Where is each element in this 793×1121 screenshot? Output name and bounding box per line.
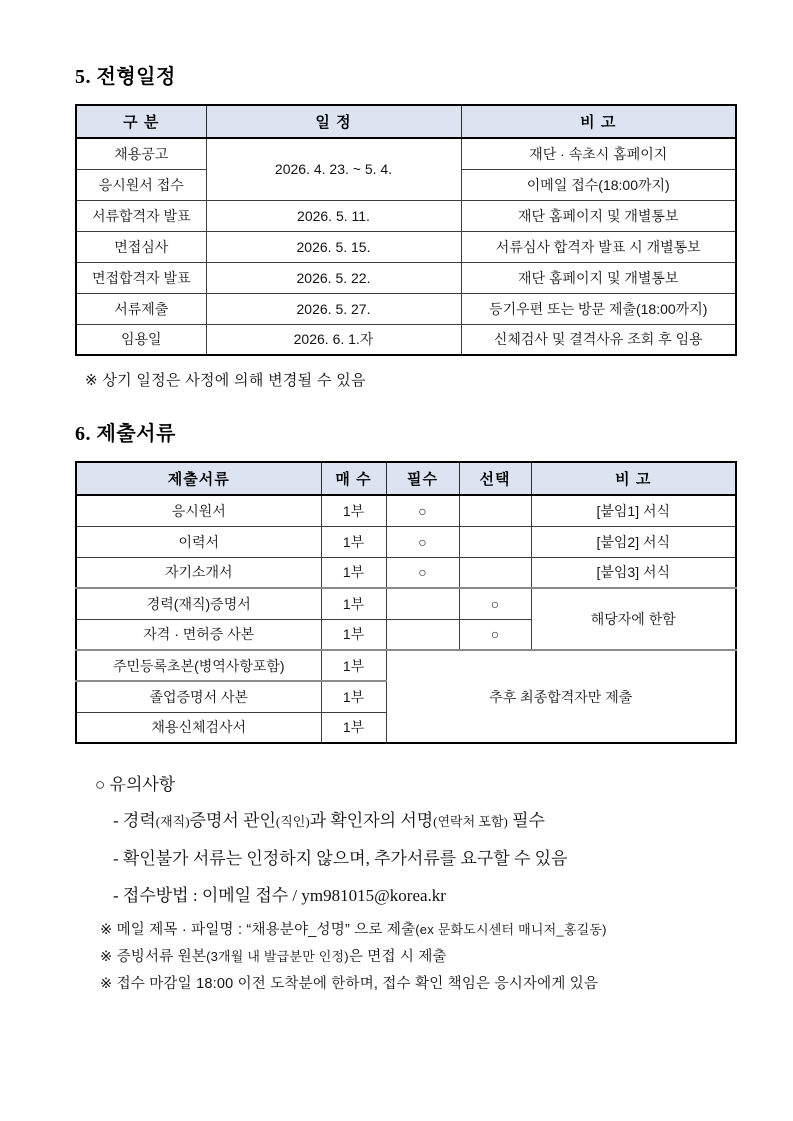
document-count: 1부 — [321, 557, 386, 588]
optional-mark — [459, 526, 531, 557]
table-row — [76, 138, 736, 169]
schedule-category: 채용공고 — [76, 138, 206, 169]
document-name: 경력(재직)증명서 — [76, 588, 321, 619]
documents-col-header-required: 필수 — [386, 462, 459, 495]
note-text-small: (재직) — [155, 814, 190, 829]
table-row — [76, 231, 736, 262]
document-remark-merged: 추후 최종합격자만 제출 — [386, 650, 736, 743]
optional-mark: ○ — [459, 588, 531, 619]
schedule-date: 2026. 6. 1.자 — [206, 324, 461, 355]
schedule-remark: 서류심사 합격자 발표 시 개별통보 — [461, 231, 736, 262]
note-text-small: (연락처 포함) — [433, 814, 508, 829]
schedule-remark: 재단 · 속초시 홈페이지 — [461, 138, 736, 169]
note-text-small: (직인) — [275, 814, 310, 829]
schedule-col-header-category: 구 분 — [76, 105, 206, 138]
note-dash-item-email: - 접수방법 : 이메일 접수 / ym981015@korea.kr — [113, 886, 446, 905]
documents-col-header-remark: 비 고 — [531, 462, 736, 495]
required-mark: ○ — [386, 495, 459, 526]
document-name: 채용신체검사서 — [76, 712, 321, 743]
schedule-remark: 재단 홈페이지 및 개별통보 — [461, 262, 736, 293]
note-text: ※ 증빙서류 원본 — [100, 949, 207, 965]
table-row — [76, 262, 736, 293]
table-row — [76, 200, 736, 231]
note-text: 과 확인자의 서명 — [309, 811, 434, 830]
document-name: 응시원서 — [76, 495, 321, 526]
schedule-date: 2026. 5. 11. — [206, 200, 461, 231]
table-row — [76, 495, 736, 526]
table-row — [76, 293, 736, 324]
document-count: 1부 — [321, 588, 386, 619]
schedule-table — [75, 104, 737, 356]
documents-col-header-optional: 선택 — [459, 462, 531, 495]
document-name: 주민등록초본(병역사항포함) — [76, 650, 321, 681]
documents-table — [75, 461, 737, 744]
notes-section — [75, 770, 735, 994]
table-row — [76, 588, 736, 619]
document-name: 자격 · 면허증 사본 — [76, 619, 321, 650]
document-remark: [붙임2] 서식 — [531, 526, 736, 557]
document-name: 자기소개서 — [76, 557, 321, 588]
document-count: 1부 — [321, 650, 386, 681]
table-row — [76, 557, 736, 588]
schedule-category: 임용일 — [76, 324, 206, 355]
required-mark — [386, 588, 459, 619]
schedule-category: 서류제출 — [76, 293, 206, 324]
schedule-footnote: ※ 상기 일정은 사정에 의해 변경될 수 있음 — [85, 372, 366, 389]
schedule-category: 서류합격자 발표 — [76, 200, 206, 231]
required-mark — [386, 619, 459, 650]
document-count: 1부 — [321, 526, 386, 557]
document-name: 졸업증명서 사본 — [76, 681, 321, 712]
documents-col-header-name: 제출서류 — [76, 462, 321, 495]
table-row — [76, 650, 736, 681]
schedule-category: 면접심사 — [76, 231, 206, 262]
schedule-remark: 신체검사 및 결격사유 조회 후 임용 — [461, 324, 736, 355]
note-text: - 경력 — [113, 811, 156, 830]
schedule-date: 2026. 5. 15. — [206, 231, 461, 262]
documents-header-row — [76, 462, 736, 495]
section6-title: 6. 제출서류 — [75, 423, 176, 445]
required-mark: ○ — [386, 557, 459, 588]
table-row — [76, 526, 736, 557]
schedule-category: 응시원서 접수 — [76, 169, 206, 200]
schedule-header-row — [76, 105, 736, 138]
document-count: 1부 — [321, 495, 386, 526]
note-star-item: ※ 접수 마감일 18:00 이전 도착분에 한하며, 접수 확인 책임은 응시자에게 있음 — [100, 976, 599, 992]
optional-mark: ○ — [459, 619, 531, 650]
note-dash-item — [113, 810, 735, 833]
table-row — [76, 324, 736, 355]
optional-mark — [459, 495, 531, 526]
schedule-remark: 등기우편 또는 방문 제출(18:00까지) — [461, 293, 736, 324]
note-text: ※ 메일 제목 · 파일명 : “채용분야_성명” 으로 제출 — [100, 922, 416, 938]
document-remark: [붙임1] 서식 — [531, 495, 736, 526]
schedule-date: 2026. 5. 27. — [206, 293, 461, 324]
note-text-small: (3개월 내 발급분만 인정) — [206, 949, 349, 964]
schedule-col-header-date: 일 정 — [206, 105, 461, 138]
note-text: 은 면접 시 제출 — [348, 949, 447, 965]
document-name: 이력서 — [76, 526, 321, 557]
note-star-item — [100, 947, 735, 967]
note-dash-item: - 확인불가 서류는 인정하지 않으며, 추가서류를 요구할 수 있음 — [113, 849, 568, 868]
schedule-category: 면접합격자 발표 — [76, 262, 206, 293]
schedule-col-header-remark: 비 고 — [461, 105, 736, 138]
schedule-remark: 재단 홈페이지 및 개별통보 — [461, 200, 736, 231]
documents-col-header-count: 매 수 — [321, 462, 386, 495]
schedule-date: 2026. 5. 22. — [206, 262, 461, 293]
optional-mark — [459, 557, 531, 588]
note-text-small: (ex 문화도시센터 매니저_홍길동) — [415, 922, 607, 937]
note-star-item — [100, 920, 735, 940]
notes-heading: ○ 유의사항 — [95, 775, 176, 794]
document-remark: [붙임3] 서식 — [531, 557, 736, 588]
document-count: 1부 — [321, 712, 386, 743]
document-remark-merged: 해당자에 한함 — [531, 588, 736, 650]
note-text: 증명서 관인 — [189, 811, 276, 830]
document-count: 1부 — [321, 619, 386, 650]
note-text: 필수 — [507, 811, 545, 830]
required-mark: ○ — [386, 526, 459, 557]
schedule-remark: 이메일 접수(18:00까지) — [461, 169, 736, 200]
document-count: 1부 — [321, 681, 386, 712]
section5-title: 5. 전형일정 — [75, 66, 176, 88]
schedule-date: 2026. 4. 23. ~ 5. 4. — [206, 138, 461, 200]
